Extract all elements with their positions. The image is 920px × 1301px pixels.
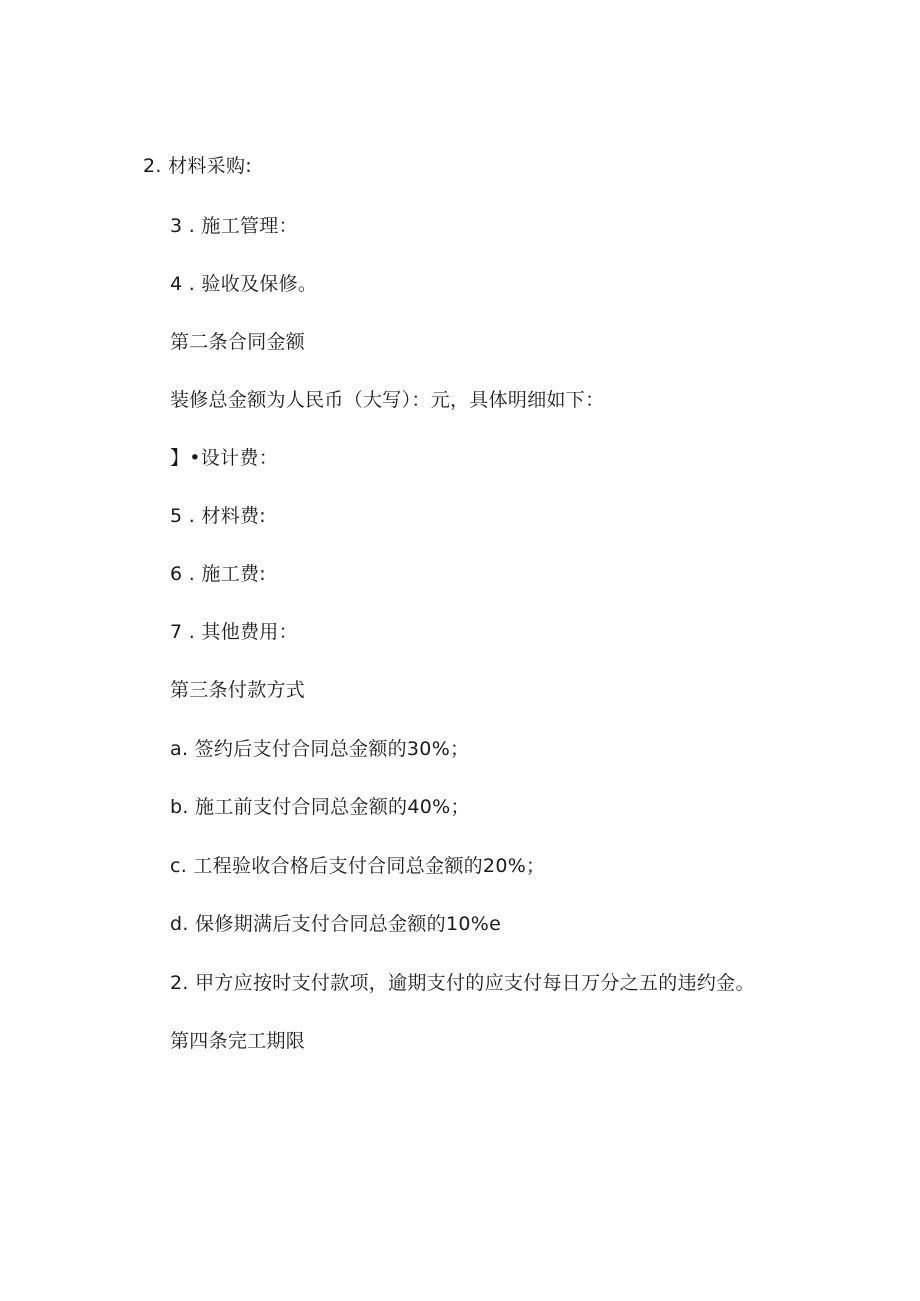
list-item-other-fees: 7 . 其他费用： (170, 621, 298, 643)
paragraph-late-payment: 2. 甲方应按时支付款项，逾期支付的应支付每日万分之五的违约金。 (170, 972, 755, 994)
list-item-construction-management: 3 . 施工管理： (170, 215, 298, 237)
paragraph-total-amount: 装修总金额为人民币（大写）：元，具体明细如下： (170, 389, 605, 411)
section-heading-completion-period: 第四条完工期限 (170, 1030, 306, 1052)
list-item-construction-fee: 6 . 施工费: (170, 563, 267, 585)
list-item-payment-c: c. 工程验收合格后支付合同总金额的20%； (170, 855, 546, 877)
list-item-payment-d: d. 保修期满后支付合同总金额的10%e (170, 913, 502, 935)
list-item-payment-a: a. 签约后支付合同总金额的30%； (170, 738, 470, 760)
list-item-payment-b: b. 施工前支付合同总金额的40%； (170, 796, 470, 818)
list-item-acceptance-warranty: 4 . 验收及保修。 (170, 273, 318, 295)
section-heading-payment-method: 第三条付款方式 (170, 679, 306, 701)
list-item-design-fee: 】•设计费： (170, 447, 279, 469)
section-heading-contract-amount: 第二条合同金额 (170, 331, 306, 353)
list-item-material-purchase: 2. 材料采购: (143, 155, 252, 177)
list-item-material-fee: 5 . 材料费: (170, 505, 267, 527)
